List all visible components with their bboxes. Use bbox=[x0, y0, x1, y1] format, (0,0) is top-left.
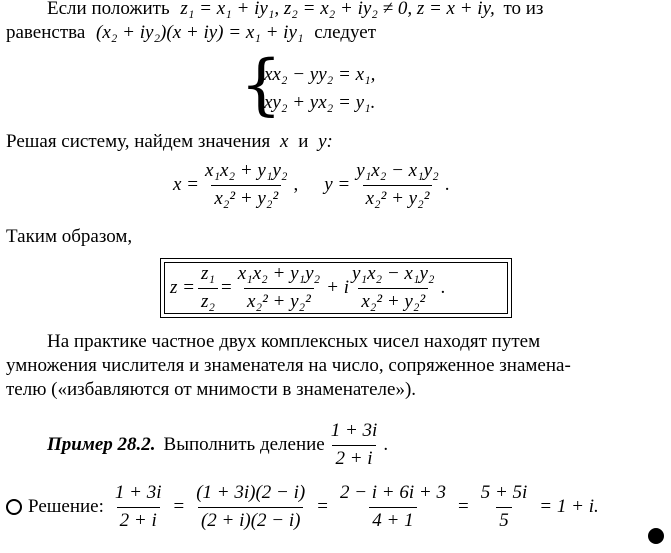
x-denominator: x₂² + y₂² bbox=[211, 185, 281, 211]
solution-fraction-2 bbox=[193, 482, 308, 533]
solution-equals-3: = bbox=[457, 495, 469, 517]
boxed-formula bbox=[170, 262, 445, 314]
line2-prefix: равенства bbox=[6, 22, 86, 43]
solve-line bbox=[6, 131, 333, 154]
text-line-2 bbox=[6, 22, 376, 45]
line1-prefix: Если положить bbox=[47, 0, 170, 19]
solution-label: Решение: bbox=[28, 495, 104, 517]
x-numerator: x₁x₂ + y₁y₂ bbox=[205, 160, 288, 181]
box-z: z = bbox=[170, 276, 195, 298]
solve-y: y: bbox=[318, 131, 333, 152]
box-fraction-2-num: x₁x₂ + y₁y₂ bbox=[237, 262, 321, 284]
y-dot: . bbox=[444, 173, 450, 195]
solve-x: x bbox=[280, 131, 289, 152]
solution-fraction-2-den: (2 + i)(2 − i) bbox=[198, 507, 304, 533]
solution-equals-2: = bbox=[317, 495, 328, 517]
thus-text: Таким образом, bbox=[6, 226, 133, 247]
solution-line bbox=[6, 482, 599, 533]
box-equals: = bbox=[220, 276, 232, 298]
box-fraction-1-den: z₂ bbox=[198, 288, 218, 314]
example-text: Выполнить деление bbox=[163, 433, 325, 455]
solution-fraction-2-num: (1 + 3i)(2 − i) bbox=[196, 482, 306, 503]
box-fraction-2 bbox=[235, 263, 323, 314]
paragraph-line-2: умножения числителя и знаменателя на число, сопряженное знамена- bbox=[6, 355, 571, 376]
box-fraction-3-den: x₂² + y₂² bbox=[358, 288, 428, 314]
solution-fraction-3 bbox=[337, 482, 449, 533]
x-fraction bbox=[202, 160, 290, 211]
example-label: Пример 28.2. bbox=[47, 433, 156, 455]
box-fraction-3 bbox=[349, 263, 437, 314]
solution-fraction-1-den: 2 + i bbox=[117, 507, 160, 533]
y-numerator: y₁x₂ − x₁y₂ bbox=[356, 160, 439, 181]
line2-equation: (x₂ + iy₂)(x + iy) = x₁ + iy₁ bbox=[96, 22, 304, 43]
system-brace: { bbox=[240, 46, 282, 123]
solve-and: и bbox=[298, 131, 309, 152]
solution-result: = 1 + i. bbox=[539, 495, 599, 517]
box-fraction-1-num: z₁ bbox=[200, 262, 215, 284]
paragraph-line-1: На практике частное двух комплексных чисел находят путем bbox=[47, 331, 541, 352]
example-numerator: 1 + 3i bbox=[330, 420, 378, 441]
solution-fraction-4-den: 5 bbox=[496, 507, 512, 533]
box-fraction-3-num: y₁x₂ − x₁y₂ bbox=[352, 262, 435, 284]
solution-fraction-1 bbox=[112, 482, 165, 533]
example-fraction bbox=[328, 420, 381, 471]
y-fraction bbox=[353, 160, 441, 211]
example-line bbox=[47, 420, 388, 471]
text-line-1 bbox=[47, 0, 543, 21]
paragraph-line-3: телю («избавляются от мнимости в знаменателе»). bbox=[6, 379, 417, 400]
system-eq-1: xx₂ − yy₂ = x₁, bbox=[264, 64, 376, 85]
box-dot: . bbox=[440, 276, 446, 298]
y-lhs: y = bbox=[324, 173, 351, 195]
solution-end-circle-icon bbox=[648, 528, 664, 544]
box-fraction-1 bbox=[198, 263, 218, 314]
example-dot: . bbox=[383, 433, 389, 455]
x-lhs: x = bbox=[173, 173, 200, 195]
x-comma: , bbox=[293, 173, 299, 195]
line2-suffix: следует bbox=[314, 22, 376, 43]
solve-text: Решая систему, найдем значения bbox=[6, 131, 271, 152]
solution-fraction-3-den: 4 + 1 bbox=[369, 507, 416, 533]
system-eq-2: xy₂ + yx₂ = y₁. bbox=[264, 92, 376, 113]
y-denominator: x₂² + y₂² bbox=[363, 185, 433, 211]
solution-fraction-4 bbox=[478, 482, 531, 533]
xy-formulas bbox=[173, 160, 450, 211]
solution-fraction-3-num: 2 − i + 6i + 3 bbox=[339, 482, 446, 503]
solution-fraction-1-num: 1 + 3i bbox=[114, 482, 162, 503]
solution-start-circle-icon bbox=[6, 499, 22, 515]
line1-equations: z₁ = x₁ + iy₁, z₂ = x₂ + iy₂ ≠ 0, z = x + iy, bbox=[180, 0, 495, 19]
example-denominator: 2 + i bbox=[332, 445, 375, 471]
box-plus-i: + i bbox=[326, 276, 350, 298]
solution-fraction-4-num: 5 + 5i bbox=[480, 482, 528, 503]
box-fraction-2-den: x₂² + y₂² bbox=[244, 288, 314, 314]
solution-equals-1: = bbox=[173, 495, 185, 517]
line1-suffix: то из bbox=[503, 0, 544, 19]
